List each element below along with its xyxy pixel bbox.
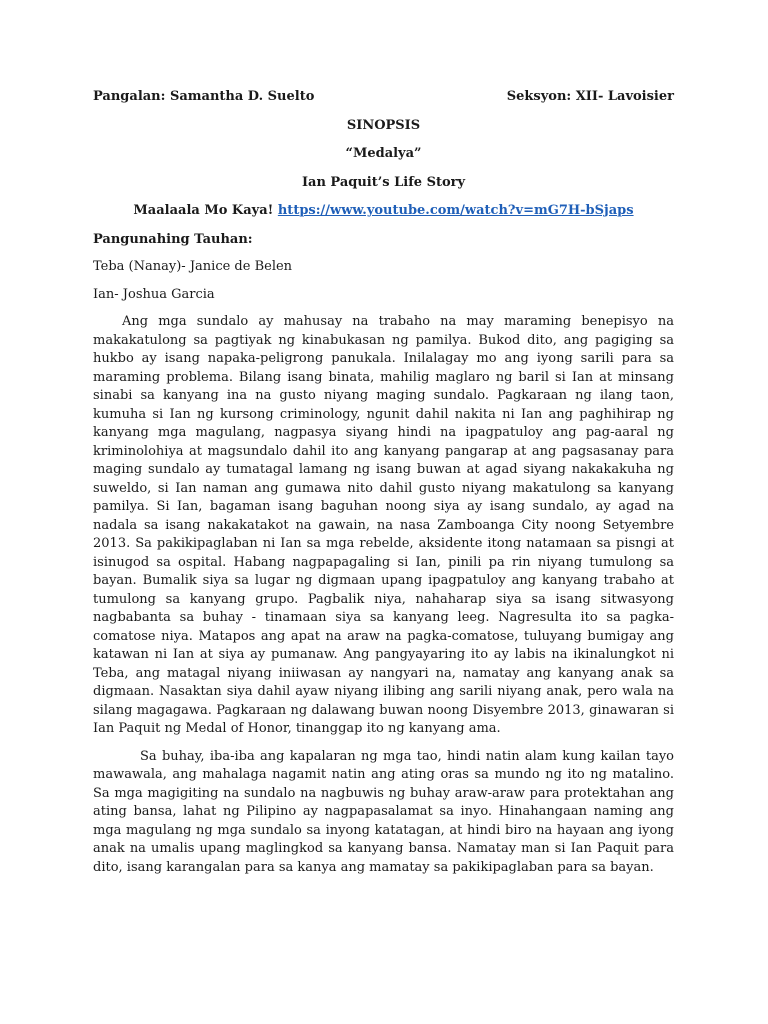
character-item: Teba (Nanay)- Janice de Belen xyxy=(93,259,293,274)
show-line xyxy=(93,202,674,221)
document-subtitle: “Medalya” xyxy=(345,146,422,161)
header-row xyxy=(93,88,674,107)
student-section: Seksyon: XII- Lavoisier xyxy=(506,89,674,104)
youtube-link[interactable]: https://www.youtube.com/watch?v=mG7H-bSjaps xyxy=(277,203,634,218)
reflection-paragraph: Sa buhay, iba-iba ang kapalaran ng mga tao, hindi natin alam kung kailan tayo mawawala, ang mahalaga nagamit natin ang ating oras sa mundo ng ito ng matalino. Sa mga magigiting na sundalo na nagbuwis ng buhay araw-araw para protektahan ang ating bansa, lahat ng Pilipino ay nagpapasalamat sa inyo. Hinahangaan naming ang mga magulang ng mga sundalo sa inyong katatagan, at hindi biro na hayaan ang iyong anak na umalis upang maglingkod sa kanyang bansa. Namatay man si Ian Paquit para dito, isang karangalan para sa kanya ang mamatay sa pakikipaglaban para sa bayan. xyxy=(93,748,674,875)
characters-heading: Pangunahing Tauhan: xyxy=(93,231,253,247)
synopsis-paragraph: Ang mga sundalo ay mahusay na trabaho na may maraming benepisyo na makakatulong sa pagtiyak ng kinabukasan ng pamilya. Bukod dito, ang pagiging sa hukbo ay isang napaka-peligrong panukala. Inilalagay mo ang iyong sarili para sa maraming problema. Bilang isang binata, mahilig maglaro ng baril si Ian at minsang sinabi sa kanyang ina na gusto niyang maging sundalo. Pagkaraan ng ilang taon, kumuha si Ian ng kursong criminology, ngunit dahil nakita ni Ian ang paghihirap ng kanyang mga magulang, nagpasya siyang hindi na ipagpatuloy ang pag-aaral ng kriminolohiya at magsundalo dahil ito ang kanyang pangarap at ang pagsasanay para maging sundalo ay tumatagal lamang ng isang buwan at agad siyang nakakakuha ng suweldo, si Ian naman ang gumawa nito dahil gusto niyang makatulong sa kanyang pamilya. Si Ian, bagaman isang baguhan noong siya ay isang sundalo, ay agad na nadala sa isang nakakatakot na gawain, na nasa Zamboanga City noong Setyembre 2013. Sa pakikipaglaban ni Ian sa mga rebelde, aksidente itong natamaan sa pisngi at isinugod sa ospital. Habang nagpapagaling si Ian, pinili pa rin niyang tumulong sa bayan. Bumalik siya sa lugar ng digmaan upang ipagpatuloy ang kanyang trabaho at tumulong sa kanyang grupo. Pagbalik niya, nahaharap siya sa isang sitwasyong nagbabanta sa buhay - tinamaan siya sa kanyang leeg. Nagresulta ito sa pagka-comatose niya. Matapos ang apat na araw na pagka-comatose, tuluyang bumigay ang katawan ni Ian at siya ay pumanaw. Ang pangyayaring ito ay labis na ikinalungkot ni Teba, ang matagal niyang iniiwasan ay nangyari na, namatay ang kanyang anak sa digmaan. Nasaktan siya dahil ayaw niyang ilibing ang sarili niyang anak, pero wala na silang magagawa. Pagkaraan ng dalawang buwan noong Disyembre 2013, ginawaran si Ian Paquit ng Medal of Honor, tinanggap ito ng kanyang ama. xyxy=(93,314,674,736)
document-title: SINOPSIS xyxy=(346,117,421,133)
student-name: Pangalan: Samantha D. Suelto xyxy=(93,89,315,104)
story-title: Ian Paquit’s Life Story xyxy=(301,174,466,190)
show-label: Maalaala Mo Kaya! xyxy=(133,203,274,218)
character-item: Ian- Joshua Garcia xyxy=(93,286,215,302)
